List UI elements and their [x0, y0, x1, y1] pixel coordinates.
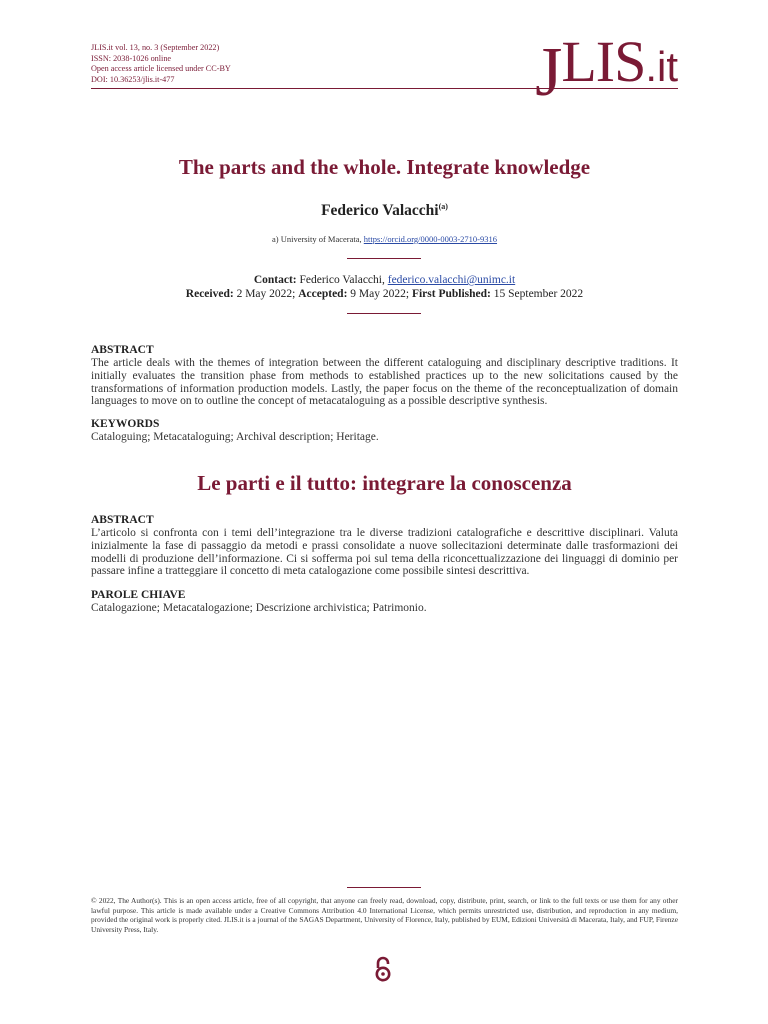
journal-meta [91, 43, 231, 85]
abstract-it-text: L’articolo si confronta con i temi dell’integrazione tra le diverse tradizioni catalografiche e descrittive disciplinari. Valuta inizialmente la fase di passaggio da metodi e prassi consolidate a nuove sollecitazioni determinate dalle trasformazioni dei modelli di produzione dell’informazione. Ci si sofferma poi sul tema della riconcettualizzazione dei linguaggi di dominio per passare infine a tratteggiare il concetto di meta catalogazione come possibile sintesi descrittiva. [91, 527, 678, 578]
footer-divider [347, 887, 421, 888]
divider-top [347, 258, 421, 259]
copyright-note: © 2022, The Author(s). This is an open access article, free of all copyright, that anyone can freely read, download, copy, distribute, print, search, or link to the full texts or use them for any other lawful purpose. This article is made available under a Creative Commons Attribution 4.0 International License, which permits unrestricted use, distribution, and reproduction in any medium, provided the original work is properly cited. JLIS.it is a journal of the SAGAS Department, University of Florence, Italy, published by EUM, Edizioni Università di Macerata, Italy, and FUP, Firenze University Press, Italy. [91, 896, 678, 934]
open-access-icon [373, 956, 393, 982]
affiliation [91, 234, 678, 244]
abstract-en [91, 344, 678, 408]
italian-title: Le parti e il tutto: integrare la conoscenza [197, 471, 572, 495]
author-line [91, 202, 678, 220]
published-date: 15 September 2022 [490, 288, 584, 300]
journal-issn: ISSN: 2038-1026 online [91, 53, 172, 63]
contact-label: Contact: [253, 274, 297, 286]
published-label: First Published: [411, 288, 491, 300]
logo-j: J [535, 34, 562, 111]
contact-name: Federico Valacchi, [296, 274, 388, 286]
abstract-it [91, 514, 678, 578]
journal-license: Open access article licensed under CC-BY [91, 64, 231, 74]
orcid-link[interactable]: https://orcid.org/0000-0003-2710-9316 [363, 234, 498, 244]
journal-volume: JLIS.it vol. 13, no. 3 (September 2022) [91, 43, 220, 52]
header-divider [91, 88, 678, 89]
keywords-en-heading: KEYWORDS [91, 418, 160, 430]
logo-dot-it: .it [645, 43, 678, 90]
contact-line [91, 273, 678, 287]
keywords-it-heading: PAROLE CHIAVE [91, 589, 186, 601]
logo-lis: LIS [561, 29, 646, 94]
received-label: Received: [185, 288, 234, 300]
author-affiliation-marker: (a) [438, 202, 448, 211]
accepted-date: 9 May 2022; [347, 288, 412, 300]
affiliation-text: a) University of Macerata, [271, 234, 364, 244]
journal-logo [535, 29, 678, 111]
keywords-en [91, 418, 678, 444]
keywords-en-text: Cataloguing; Metacataloguing; Archival description; Heritage. [91, 431, 379, 443]
contact-email-link[interactable]: federico.valacchi@unimc.it [387, 274, 516, 286]
dates-line [91, 287, 678, 301]
divider-bottom [347, 313, 421, 314]
article-title: The parts and the whole. Integrate knowledge [178, 155, 591, 179]
keywords-it [91, 589, 678, 615]
accepted-label: Accepted: [298, 288, 348, 300]
keywords-it-text: Catalogazione; Metacatalogazione; Descrizione archivistica; Patrimonio. [91, 602, 427, 614]
author-name: Federico Valacchi [321, 202, 439, 220]
contact-block [91, 273, 678, 301]
abstract-en-heading: ABSTRACT [91, 344, 154, 356]
journal-doi: DOI: 10.36253/jlis.it-477 [91, 74, 175, 84]
abstract-it-heading: ABSTRACT [91, 514, 154, 526]
received-date: 2 May 2022; [233, 288, 299, 300]
abstract-en-text: The article deals with the themes of integration between the different cataloguing and disciplinary descriptive traditions. It initially evaluates the transition phase from methods to established practices up to the new solicitations caused by the transformations of information production models. Lastly, the paper focus on the theme of the reconceptualization of domain languages to move on to outline the concept of metacataloguing as a possible descriptive synthesis. [91, 357, 678, 408]
